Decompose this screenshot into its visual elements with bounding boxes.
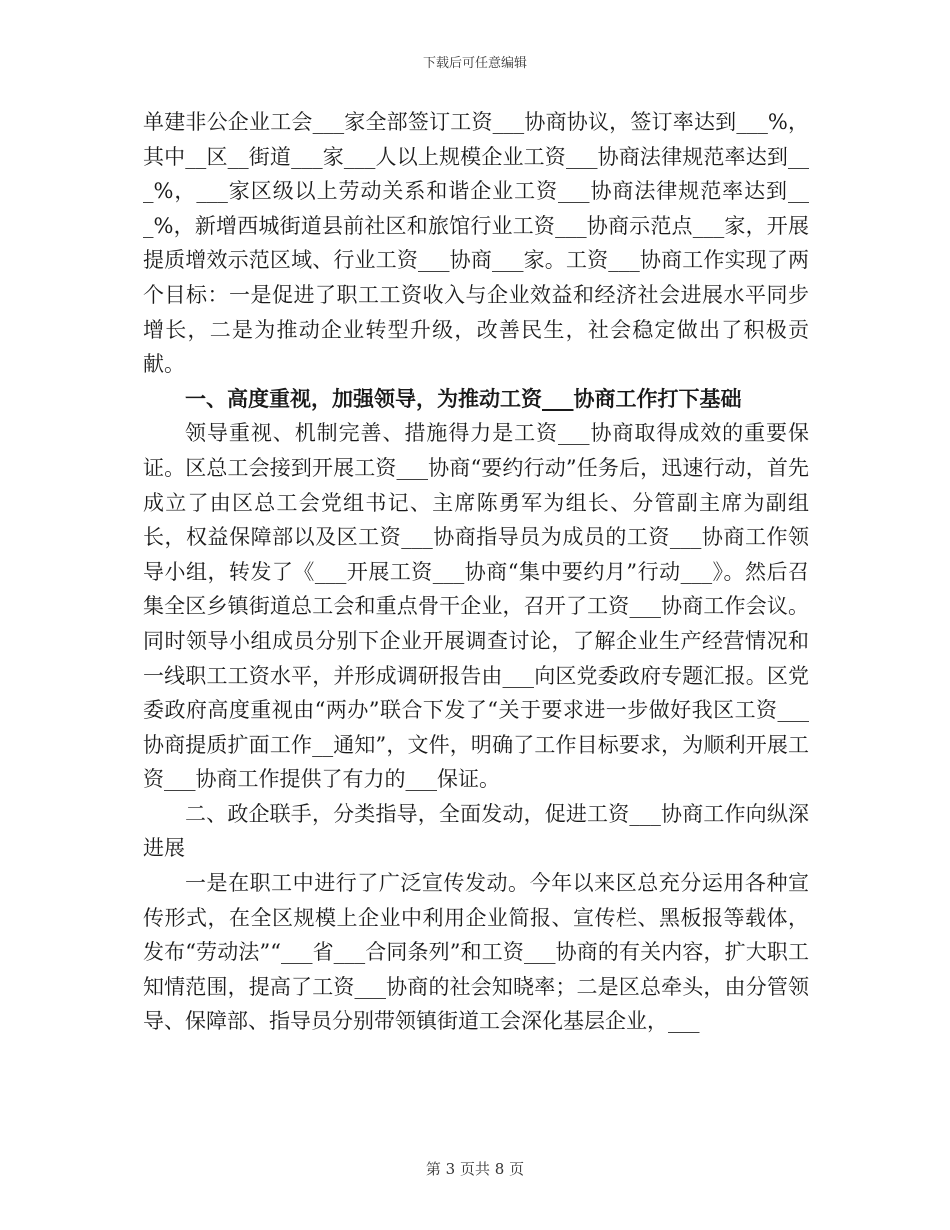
section-heading-1: 一、高度重视，加强领导，为推动工资___协商工作打下基础 xyxy=(185,385,742,411)
paragraph-leadership: 领导重视、机制完善、措施得力是工资___协商取得成效的重要保证。区总工会接到开展工资___协商“要约行动”任务后，迅速行动，首先成立了由区总工会党组书记、主席陈勇军为组长、分管副主席为副组长，权益保障部以及区工资___协商指导员为成员的工资___协商工作领导小组，转发了《___开展工资___协商“集中要约月”行动___》。然后召集全区乡镇街道总工会和重点骨干企业，召开了工资___协商工作会议。同时领导小组成员分别下企业开展调查讨论，了解企业生产经营情况和一线职工工资水平，并形成调研报告由___向区党委政府专题汇报。区党委政府高度重视由“两办”联合下发了“关于要求进一步做好我区工资___协商提质扩面工作__通知”，文件，明确了工作目标要求，为顺利开展工资___协商工作提供了有力的___保证。 xyxy=(143,421,809,792)
page-number-footer: 第 3 页共 8 页 xyxy=(425,1160,525,1178)
document-body xyxy=(143,105,809,1039)
page-header-note: 下载后可任意编辑 xyxy=(422,56,527,71)
section-heading-2: 二、政企联手，分类指导，全面发动，促进工资___协商工作向纵深进展 xyxy=(143,801,809,861)
paragraph-publicity: 一是在职工中进行了广泛宣传发动。今年以来区总充分运用各种宣传形式，在全区规模上企业中利用企业简报、宣传栏、黑板报等载体，发布“劳动法”“___省___合同条列”和工资___协商的有关内容，扩大职工知情范围，提高了工资___协商的社会知晓率；二是区总牵头，由分管领导、保障部、指导员分别带领镇街道工会深化基层企业，___ xyxy=(143,871,809,1034)
paragraph-summary: 单建非公企业工会___家全部签订工资___协商协议，签订率达到___%，其中__区__街道___家___人以上规模企业工资___协商法律规范率达到___%，___家区级以上劳动关系和谐企业工资___协商法律规范率达到___%，新增西城街道县前社区和旅馆行业工资___协商示范点___家，开展提质增效示范区域、行业工资___协商___家。工资___协商工作实现了两个目标：一是促进了职工工资收入与企业效益和经济社会进展水平同步增长，二是为推动企业转型升级，改善民生，社会稳定做出了积极贡献。 xyxy=(143,110,809,377)
